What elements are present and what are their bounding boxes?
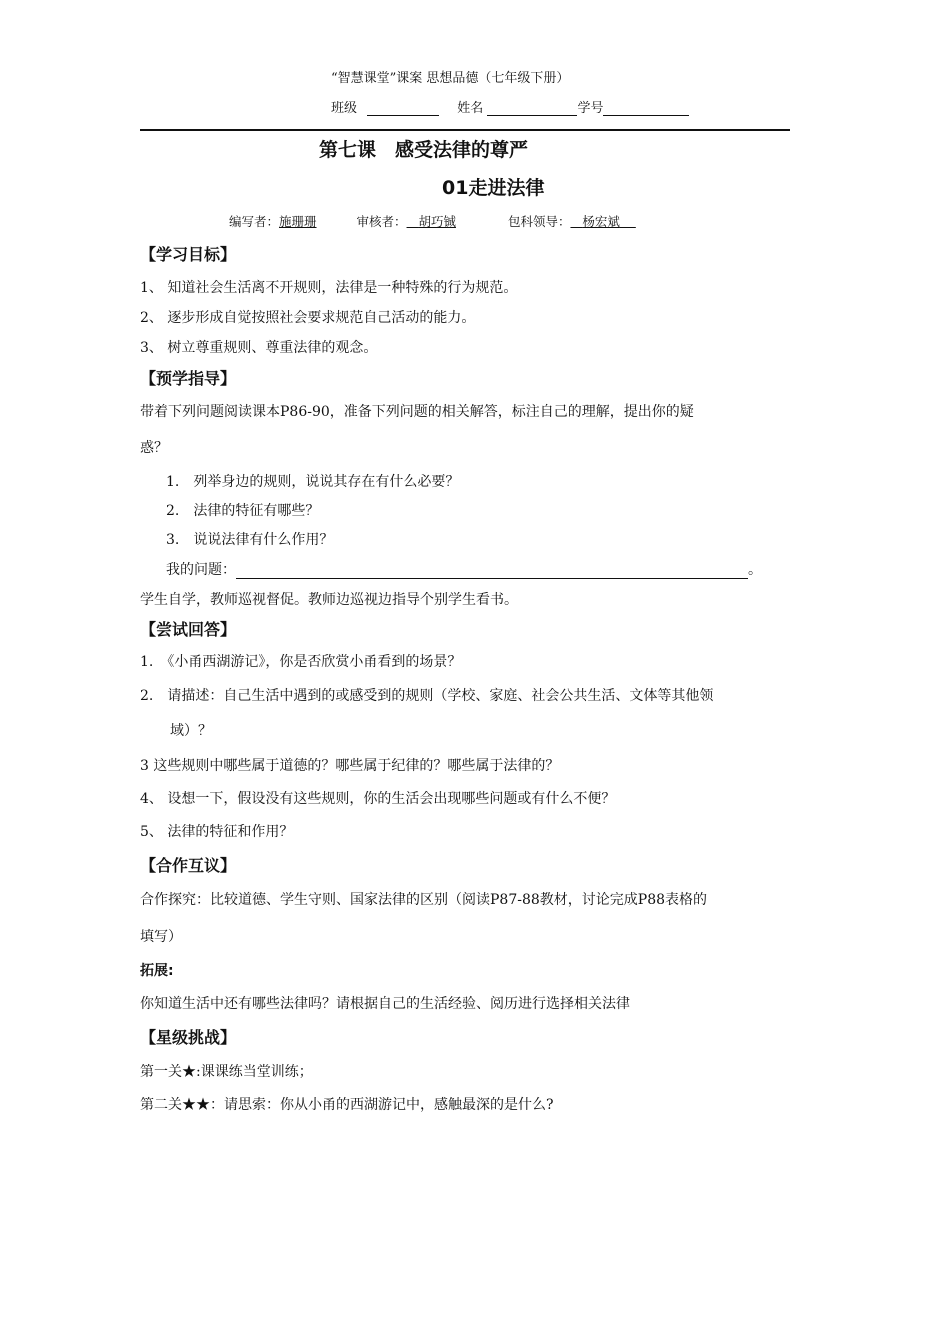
- name-field[interactable]: [487, 101, 577, 116]
- answer-question: 4、 设想一下，假设没有这些规则，你的生活会出现哪些问题或有什么不便？: [140, 791, 616, 807]
- answer-question-cont: 域）？: [170, 723, 212, 739]
- lesson-title: 第七课 感受法律的尊严: [319, 139, 529, 161]
- expand-text: 你知道生活中还有哪些法律吗？请根据自己的生活经验、阅历进行选择相关法律: [140, 996, 630, 1012]
- my-question-label: 我的问题：: [166, 562, 236, 578]
- reviewer-name: [407, 214, 456, 229]
- answer-heading: 【尝试回答】: [140, 620, 237, 639]
- preview-question: 2. 法律的特征有哪些？: [166, 503, 320, 519]
- answer-question: 5、 法律的特征和作用？: [140, 824, 294, 840]
- credits-line: [229, 212, 636, 230]
- answer-question: 3 这些规则中哪些属于道德的？哪些属于纪律的？哪些属于法律的？: [140, 758, 560, 774]
- class-field[interactable]: [367, 101, 439, 116]
- id-field[interactable]: [603, 101, 689, 116]
- goal-item: 3、 树立尊重规则、尊重法律的观念。: [140, 340, 378, 356]
- writer-label: 编写者：: [229, 214, 280, 229]
- writer-name: 施珊珊: [279, 214, 317, 229]
- cooperate-text-cont: 填写）: [140, 929, 182, 945]
- leader-name: [570, 214, 635, 229]
- goal-item: 2、 逐步形成自觉按照社会要求规范自己活动的能力。: [140, 310, 476, 326]
- leader-name-text: 杨宏斌: [582, 214, 620, 229]
- answer-question: 2. 请描述：自己生活中遇到的或感受到的规则（学校、家庭、社会公共生活、文体等其他领: [140, 688, 714, 704]
- expand-label: 拓展:: [140, 963, 174, 979]
- my-question-line: [166, 559, 762, 579]
- preview-heading: 【预学指导】: [140, 369, 237, 388]
- my-question-end: 。: [748, 562, 762, 578]
- challenge-level-2: 第二关★★：请思索：你从小甬的西湖游记中，感触最深的是什么?: [140, 1097, 554, 1113]
- answer-question: 1. 《小甬西湖游记》，你是否欣赏小甬看到的场景？: [140, 654, 462, 670]
- name-label: 姓名: [457, 101, 484, 116]
- student-info-line: [331, 97, 689, 116]
- preview-question: 1. 列举身边的规则，说说其存在有什么必要？: [166, 474, 460, 490]
- course-line: “智慧课堂”课案 思想品德（七年级下册）: [331, 71, 570, 86]
- cooperate-text: 合作探究：比较道德、学生守则、国家法律的区别（阅读P87-88教材，讨论完成P88表格的: [140, 892, 708, 908]
- goal-item: 1、 知道社会生活离不开规则，法律是一种特殊的行为规范。: [140, 280, 518, 296]
- id-label: 学号: [577, 101, 604, 116]
- preview-note: 学生自学，教师巡视督促。教师边巡视边指导个别学生看书。: [140, 592, 518, 608]
- leader-label: 包科领导：: [507, 214, 571, 229]
- reviewer-name-text: 胡巧铖: [418, 214, 456, 229]
- challenge-heading: 【星级挑战】: [140, 1028, 237, 1047]
- class-label: 班级: [331, 101, 358, 116]
- challenge-level-1: 第一关★:课课练当堂训练；: [140, 1064, 313, 1080]
- preview-intro: 带着下列问题阅读课本P86-90，准备下列问题的相关解答，标注自己的理解，提出你的疑: [140, 404, 694, 420]
- cooperate-heading: 【合作互议】: [140, 856, 237, 875]
- header-divider: [140, 129, 790, 131]
- preview-intro-cont: 惑？: [140, 440, 168, 456]
- preview-question: 3. 说说法律有什么作用？: [166, 532, 334, 548]
- my-question-field[interactable]: [236, 563, 748, 579]
- lesson-subtitle: 01走进法律: [442, 177, 545, 199]
- goals-heading: 【学习目标】: [140, 245, 237, 264]
- reviewer-label: 审核者：: [356, 214, 407, 229]
